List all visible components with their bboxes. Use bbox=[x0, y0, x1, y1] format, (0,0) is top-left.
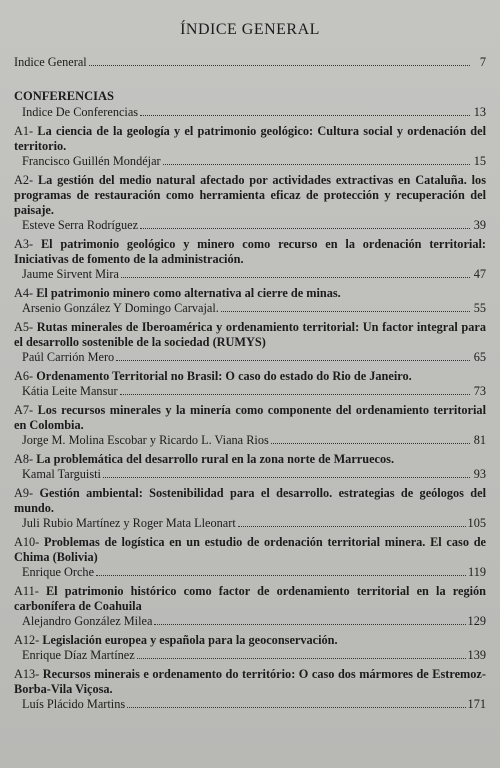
entry-author: Juli Rubio Martínez y Roger Mata Lleonart bbox=[22, 516, 236, 530]
entry-title bbox=[14, 486, 486, 516]
entry-page-number: 81 bbox=[473, 433, 486, 447]
dot-leader bbox=[103, 467, 470, 478]
entry-title bbox=[14, 633, 486, 648]
dot-leader bbox=[120, 384, 470, 395]
entry-code: A1- bbox=[14, 124, 38, 138]
conference-entry[interactable] bbox=[14, 369, 486, 399]
entry-title bbox=[14, 124, 486, 154]
toc-page-number: 13 bbox=[473, 105, 486, 119]
author-row bbox=[14, 467, 486, 482]
entry-title-text: Ordenamento Territorial no Brasil: O caso do estado do Rio de Janeiro. bbox=[36, 369, 412, 383]
entry-author: Paúl Carrión Mero bbox=[22, 350, 115, 364]
toc-entry-indice-conferencias[interactable] bbox=[14, 105, 486, 120]
entry-title bbox=[14, 584, 486, 614]
dot-leader bbox=[163, 154, 470, 165]
entry-page-number: 171 bbox=[467, 697, 486, 711]
dot-leader bbox=[140, 105, 470, 116]
toc-entry-indice-general[interactable] bbox=[14, 55, 486, 70]
entry-title-text: El patrimonio histórico como factor de ordenamiento territorial en la región carbonífera de Coahuila bbox=[14, 584, 486, 613]
conference-entry[interactable] bbox=[14, 667, 486, 712]
entry-title bbox=[14, 173, 486, 218]
entry-page-number: 139 bbox=[467, 648, 486, 662]
entry-code: A4- bbox=[14, 286, 37, 300]
author-row bbox=[14, 301, 486, 316]
entry-author: Jorge M. Molina Escobar y Ricardo L. Viana Rios bbox=[22, 433, 269, 447]
entry-page-number: 55 bbox=[473, 301, 486, 315]
entry-title-text: Problemas de logística en un estudio de ordenación territorial minera. El caso de Chima (Bolivia) bbox=[14, 535, 486, 564]
entry-title-text: El patrimonio geológico y minero como recurso en la ordenación territorial: Iniciativas de fomento de la administración. bbox=[14, 237, 486, 266]
entry-author: Kamal Targuisti bbox=[22, 467, 101, 481]
toc-entry-label: Indice General bbox=[14, 55, 87, 69]
conference-entry[interactable] bbox=[14, 173, 486, 233]
entry-code: A5- bbox=[14, 320, 37, 334]
author-row bbox=[14, 154, 486, 169]
entry-page-number: 47 bbox=[473, 267, 486, 281]
entry-page-number: 93 bbox=[473, 467, 486, 481]
entry-code: A12- bbox=[14, 633, 43, 647]
conference-entry[interactable] bbox=[14, 286, 486, 316]
entry-code: A13- bbox=[14, 667, 43, 681]
conference-entry[interactable] bbox=[14, 320, 486, 365]
dot-leader bbox=[127, 697, 465, 708]
entry-code: A10- bbox=[14, 535, 44, 549]
conference-entry[interactable] bbox=[14, 452, 486, 482]
entry-code: A11- bbox=[14, 584, 46, 598]
entry-title-text: Recursos minerais e ordenamento do território: O caso dos mármores de Estremoz-Borba-Vila Viçosa. bbox=[14, 667, 486, 696]
entry-title-text: El patrimonio minero como alternativa al cierre de minas. bbox=[36, 286, 341, 300]
author-row bbox=[14, 218, 486, 233]
entry-title bbox=[14, 320, 486, 350]
dot-leader bbox=[96, 565, 466, 576]
conference-entry[interactable] bbox=[14, 584, 486, 629]
entry-page-number: 39 bbox=[473, 218, 486, 232]
conference-entry[interactable] bbox=[14, 237, 486, 282]
entry-page-number: 65 bbox=[473, 350, 486, 364]
entry-title bbox=[14, 369, 486, 384]
entry-code: A8- bbox=[14, 452, 37, 466]
entry-author: Alejandro González Milea bbox=[22, 614, 153, 628]
entry-title bbox=[14, 237, 486, 267]
author-row bbox=[14, 516, 486, 531]
toc-page-number: 7 bbox=[479, 55, 486, 69]
entry-page-number: 105 bbox=[467, 516, 486, 530]
page-title: ÍNDICE GENERAL bbox=[180, 21, 320, 38]
entry-title bbox=[14, 286, 486, 301]
dot-leader bbox=[271, 433, 470, 444]
author-row bbox=[14, 614, 486, 629]
author-row bbox=[14, 648, 486, 663]
author-row bbox=[14, 267, 486, 282]
author-row bbox=[14, 433, 486, 448]
entry-title-text: La problemática del desarrollo rural en la zona norte de Marruecos. bbox=[36, 452, 395, 466]
entry-title bbox=[14, 452, 486, 467]
entry-code: A3- bbox=[14, 237, 41, 251]
conference-entry[interactable] bbox=[14, 124, 486, 169]
entry-title-text: Rutas minerales de Iberoamérica y ordenamiento territorial: Un factor integral para el desarrollo sostenible de la sociedad (RUMYS) bbox=[14, 320, 487, 349]
conference-entry[interactable] bbox=[14, 535, 486, 580]
dot-leader bbox=[116, 350, 470, 361]
author-row bbox=[14, 565, 486, 580]
entry-page-number: 129 bbox=[467, 614, 486, 628]
dot-leader bbox=[89, 55, 470, 66]
entry-title-text: La ciencia de la geología y el patrimonio geológico: Cultura social y ordenación del territorio. bbox=[14, 124, 486, 153]
entry-author: Kátia Leite Mansur bbox=[22, 384, 118, 398]
entry-author: Jaume Sirvent Mira bbox=[22, 267, 119, 281]
conference-entries-list bbox=[14, 124, 486, 712]
entry-author: Enrique Díaz Martínez bbox=[22, 648, 135, 662]
entry-author: Esteve Serra Rodríguez bbox=[22, 218, 139, 232]
author-row bbox=[14, 384, 486, 399]
section-heading: CONFERENCIAS bbox=[14, 89, 115, 103]
entry-author: Francisco Guillén Mondéjar bbox=[22, 154, 161, 168]
entry-page-number: 15 bbox=[473, 154, 486, 168]
dot-leader bbox=[221, 301, 470, 312]
entry-code: A2- bbox=[14, 173, 38, 187]
dot-leader bbox=[154, 614, 465, 625]
entry-title-text: Gestión ambiental: Sostenibilidad para el desarrollo. estrategias de geólogos del mundo. bbox=[14, 486, 486, 515]
entry-code: A6- bbox=[14, 369, 37, 383]
dot-leader bbox=[238, 516, 466, 527]
entry-title bbox=[14, 667, 486, 697]
dot-leader bbox=[140, 218, 470, 229]
conference-entry[interactable] bbox=[14, 486, 486, 531]
entry-code: A9- bbox=[14, 486, 40, 500]
entry-code: A7- bbox=[14, 403, 38, 417]
entry-title-text: La gestión del medio natural afectado por actividades extractivas en Cataluña. los programas de restauración como herramienta eficaz de protección y recuperación del paisaje. bbox=[14, 173, 486, 217]
entry-title bbox=[14, 535, 486, 565]
entry-author: Enrique Orche bbox=[22, 565, 95, 579]
conference-entry[interactable] bbox=[14, 633, 486, 663]
entry-title bbox=[14, 403, 486, 433]
entry-title-text: Legislación europea y española para la geoconservación. bbox=[42, 633, 338, 647]
entry-title-text: Los recursos minerales y la minería como componente del ordenamiento territorial en Colombia. bbox=[14, 403, 487, 432]
entry-author: Arsenio González Y Domingo Carvajal. bbox=[22, 301, 219, 315]
toc-entry-label: Indice De Conferencias bbox=[22, 105, 139, 119]
entry-author: Luís Plácido Martins bbox=[22, 697, 126, 711]
author-row bbox=[14, 697, 486, 712]
dot-leader bbox=[137, 648, 466, 659]
dot-leader bbox=[121, 267, 470, 278]
entry-page-number: 119 bbox=[468, 565, 486, 579]
author-row bbox=[14, 350, 486, 365]
entry-page-number: 73 bbox=[473, 384, 486, 398]
conference-entry[interactable] bbox=[14, 403, 486, 448]
